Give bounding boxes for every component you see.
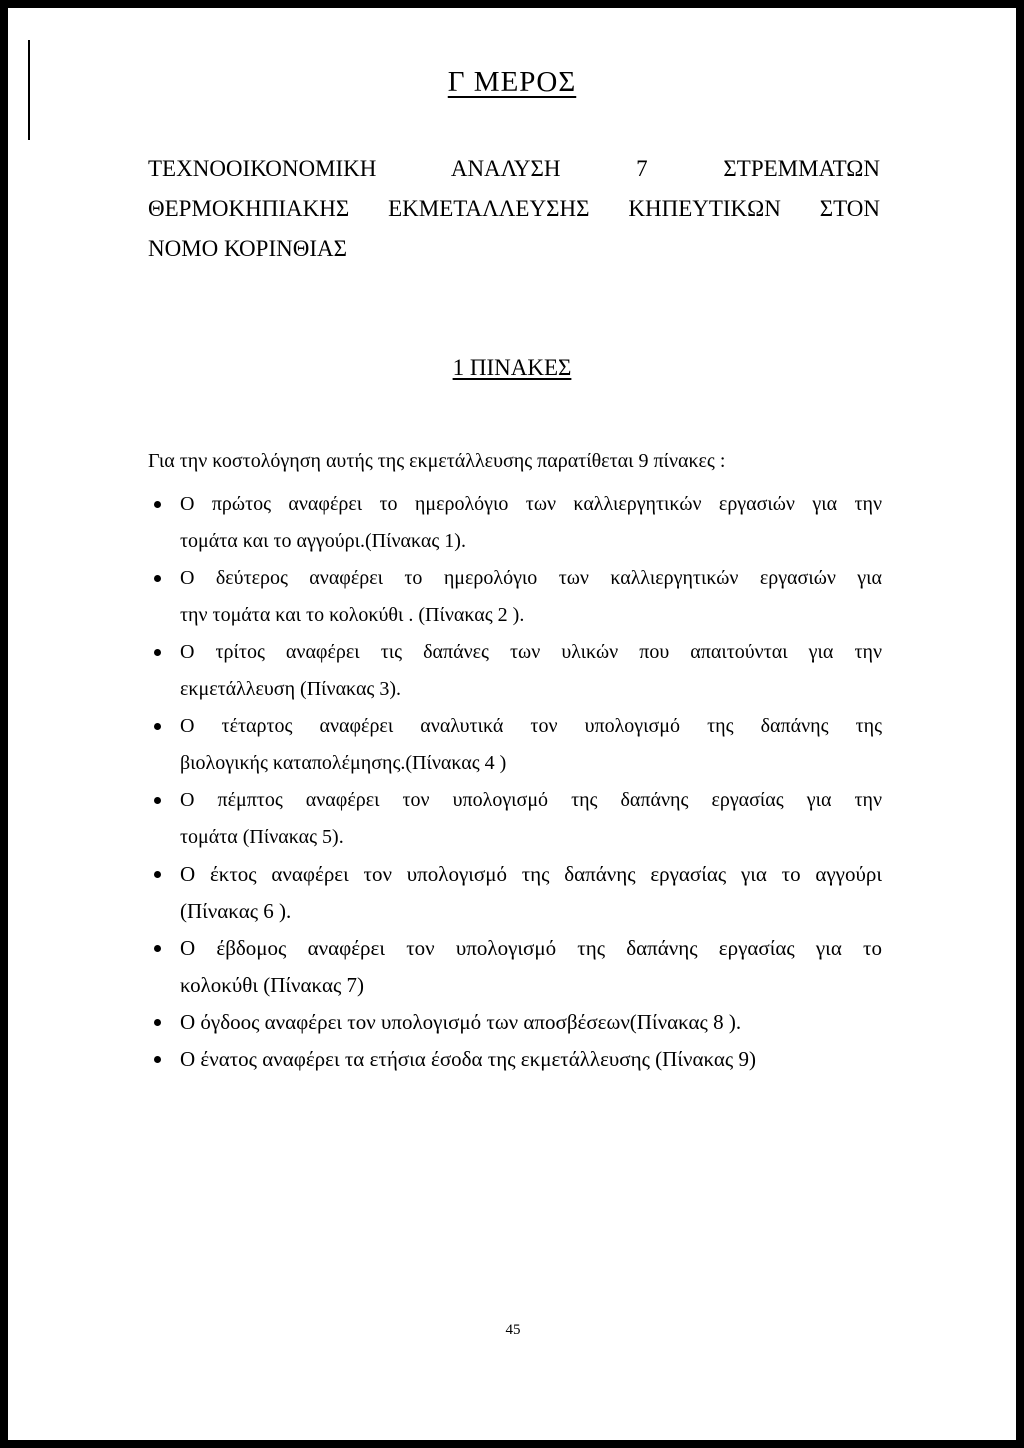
tables-list bbox=[148, 486, 882, 1078]
list-item-line-1: Ο έκτος αναφέρει τον υπολογισμό της δαπάνης εργασίας για το αγγούρι bbox=[180, 862, 882, 886]
list-item-line-1: Ο ένατος αναφέρει τα ετήσια έσοδα της εκμετάλλευσης (Πίνακας 9) bbox=[180, 1047, 756, 1071]
list-item-line-1: Ο πέμπτος αναφέρει τον υπολογισμό της δαπάνης εργασίας για την bbox=[180, 789, 882, 811]
list-item-line-2: τομάτα (Πίνακας 5). bbox=[180, 826, 344, 848]
intro-paragraph: Για την κοστολόγηση αυτής της εκμετάλλευσης παρατίθεται 9 πίνακες : bbox=[148, 450, 726, 472]
list-item bbox=[148, 1041, 882, 1078]
list-item bbox=[148, 634, 882, 708]
main-title-line-3: ΝΟΜΟ ΚΟΡΙΝΘΙΑΣ bbox=[148, 236, 347, 261]
list-item-line-2: τομάτα και το αγγούρι.(Πίνακας 1). bbox=[180, 530, 466, 552]
list-item-line-2: βιολογικής καταπολέμησης.(Πίνακας 4 ) bbox=[180, 752, 507, 774]
list-item-line-1: Ο έβδομος αναφέρει τον υπολογισμό της δαπάνης εργασίας για το bbox=[180, 936, 882, 960]
list-item-line-2: (Πίνακας 6 ). bbox=[180, 899, 292, 923]
list-item bbox=[148, 486, 882, 560]
page-number: 45 bbox=[505, 1322, 521, 1338]
list-item-line-1: Ο τρίτος αναφέρει τις δαπάνες των υλικών που απαιτούνται για την bbox=[180, 641, 882, 663]
list-item-line-2: την τομάτα και το κολοκύθι . (Πίνακας 2 ). bbox=[180, 604, 525, 626]
list-item bbox=[148, 1004, 882, 1041]
list-item-line-2: κολοκύθι (Πίνακας 7) bbox=[180, 973, 365, 997]
list-item bbox=[148, 560, 882, 634]
list-item-line-1: Ο όγδοος αναφέρει τον υπολογισμό των αποσβέσεων(Πίνακας 8 ). bbox=[180, 1010, 742, 1034]
main-title-line-1: ΤΕΧΝΟΟΙΚΟΝΟΜΙΚΗ ΑΝΑΛΥΣΗ 7 ΣΤΡΕΜΜΑΤΩΝ bbox=[148, 156, 880, 181]
list-item-line-2: εκμετάλλευση (Πίνακας 3). bbox=[180, 678, 402, 700]
list-item bbox=[148, 782, 882, 856]
list-item-line-1: Ο τέταρτος αναφέρει αναλυτικά τον υπολογισμό της δαπάνης της bbox=[180, 715, 882, 737]
list-item-line-1: Ο δεύτερος αναφέρει το ημερολόγιο των καλλιεργητικών εργασιών για bbox=[180, 567, 882, 589]
part-title: Γ ΜΕΡΟΣ bbox=[447, 66, 577, 98]
list-item-line-1: Ο πρώτος αναφέρει το ημερολόγιο των καλλιεργητικών εργασιών για την bbox=[180, 493, 882, 515]
section-title: 1 ΠΙΝΑΚΕΣ bbox=[452, 355, 572, 380]
list-item bbox=[148, 856, 882, 930]
main-title-line-2: ΘΕΡΜΟΚΗΠΙΑΚΗΣ ΕΚΜΕΤΑΛΛΕΥΣΗΣ ΚΗΠΕΥΤΙΚΩΝ ΣΤΟΝ bbox=[148, 196, 880, 221]
main-title bbox=[148, 149, 880, 269]
list-item bbox=[148, 708, 882, 782]
list-item bbox=[148, 930, 882, 1004]
